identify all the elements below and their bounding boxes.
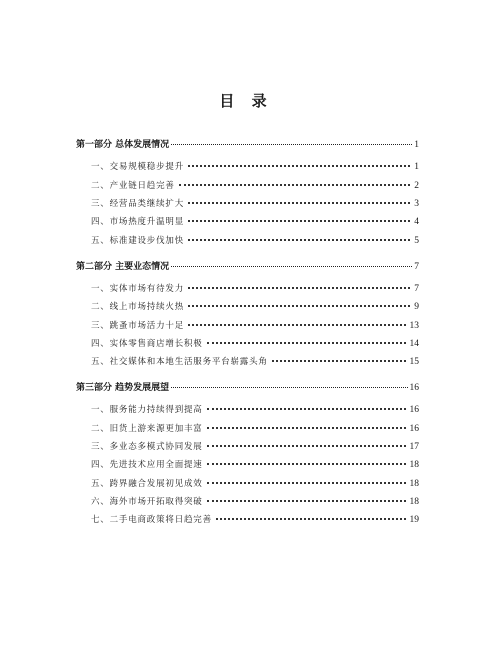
entry-label: 五、跨界融合发展初见成效: [91, 479, 203, 489]
toc-entry[interactable]: [91, 513, 419, 525]
entry-page-number: 18: [409, 497, 419, 507]
dot-leader: [179, 183, 411, 186]
toc-entry[interactable]: [91, 422, 419, 434]
entry-label: 三、跳蚤市场活力十足: [91, 321, 185, 331]
toc-entry[interactable]: [91, 355, 419, 367]
entry-page-number: 17: [409, 442, 419, 452]
entry-label: 一、交易规模稳步提升: [91, 162, 185, 172]
dot-leader: [207, 444, 406, 447]
entry-page-number: 18: [409, 479, 419, 489]
entry-label: 五、标准建设步伐加快: [91, 236, 185, 246]
dot-leader: [188, 323, 405, 326]
section-page-number: 16: [409, 383, 419, 393]
toc-entry[interactable]: [91, 319, 419, 331]
dot-leader: [207, 341, 406, 344]
entry-label: 二、产业链日趋完善: [91, 181, 175, 191]
section-label: 第三部分 趋势发展展望: [76, 383, 170, 393]
toc-entry[interactable]: [91, 197, 419, 209]
toc-entry[interactable]: [91, 300, 419, 312]
entry-page-number: 13: [409, 321, 419, 331]
toc-entry[interactable]: [91, 495, 419, 507]
section-label: 第一部分 总体发展情况: [76, 140, 170, 150]
entry-label: 五、社交媒体和本地生活服务平台崭露头角: [91, 357, 268, 367]
toc-entry[interactable]: [91, 458, 419, 470]
entry-page-number: 19: [409, 515, 419, 525]
entry-page-number: 16: [409, 424, 419, 434]
entry-label: 三、经营品类继续扩大: [91, 199, 185, 209]
dot-leader: [171, 143, 412, 145]
dot-leader: [272, 359, 406, 362]
toc-entry[interactable]: [91, 440, 419, 452]
dot-leader: [188, 304, 410, 307]
dot-leader: [171, 386, 407, 388]
toc-entry[interactable]: [91, 234, 419, 246]
toc-section-1[interactable]: [76, 137, 419, 150]
entry-label: 七、二手电商政策将日趋完善: [91, 515, 212, 525]
entry-page-number: 5: [414, 236, 419, 246]
dot-leader: [188, 164, 410, 167]
toc-entry[interactable]: [91, 179, 419, 191]
entry-label: 一、服务能力持续得到提高: [91, 405, 203, 415]
dot-leader: [207, 499, 406, 502]
page-title: 目 录: [219, 92, 273, 110]
dot-leader: [207, 407, 406, 410]
entry-page-number: 9: [414, 302, 419, 312]
dot-leader: [188, 238, 410, 241]
toc-section-2[interactable]: [76, 259, 419, 272]
dot-leader: [207, 462, 406, 465]
entry-page-number: 1: [414, 162, 419, 172]
entry-page-number: 15: [409, 357, 419, 367]
dot-leader: [216, 517, 406, 520]
toc-section-3[interactable]: [76, 380, 419, 393]
entry-label: 三、多业态多模式协同发展: [91, 442, 203, 452]
toc-entry[interactable]: [91, 477, 419, 489]
dot-leader: [188, 219, 410, 222]
toc-entry[interactable]: [91, 215, 419, 227]
entry-page-number: 3: [414, 199, 419, 209]
entry-label: 一、实体市场有待发力: [91, 284, 185, 294]
section-label: 第二部分 主要业态情况: [76, 262, 170, 272]
toc-entry[interactable]: [91, 160, 419, 172]
entry-label: 六、海外市场开拓取得突破: [91, 497, 203, 507]
section-page-number: 1: [414, 140, 419, 150]
dot-leader: [207, 481, 406, 484]
entry-label: 四、实体零售商店增长积极: [91, 339, 203, 349]
dot-leader: [171, 265, 412, 267]
toc-entry[interactable]: [91, 403, 419, 415]
dot-leader: [188, 201, 410, 204]
dot-leader: [188, 286, 410, 289]
dot-leader: [207, 426, 406, 429]
entry-page-number: 18: [409, 460, 419, 470]
entry-label: 二、线上市场持续火热: [91, 302, 185, 312]
entry-page-number: 4: [414, 217, 419, 227]
entry-page-number: 7: [414, 284, 419, 294]
entry-label: 四、市场热度升温明显: [91, 217, 185, 227]
entry-label: 二、旧货上游来源更加丰富: [91, 424, 203, 434]
entry-label: 四、先进技术应用全面提速: [91, 460, 203, 470]
section-page-number: 7: [414, 262, 419, 272]
entry-page-number: 2: [414, 181, 419, 191]
entry-page-number: 14: [409, 339, 419, 349]
toc-entry[interactable]: [91, 282, 419, 294]
toc-entry[interactable]: [91, 337, 419, 349]
entry-page-number: 16: [409, 405, 419, 415]
